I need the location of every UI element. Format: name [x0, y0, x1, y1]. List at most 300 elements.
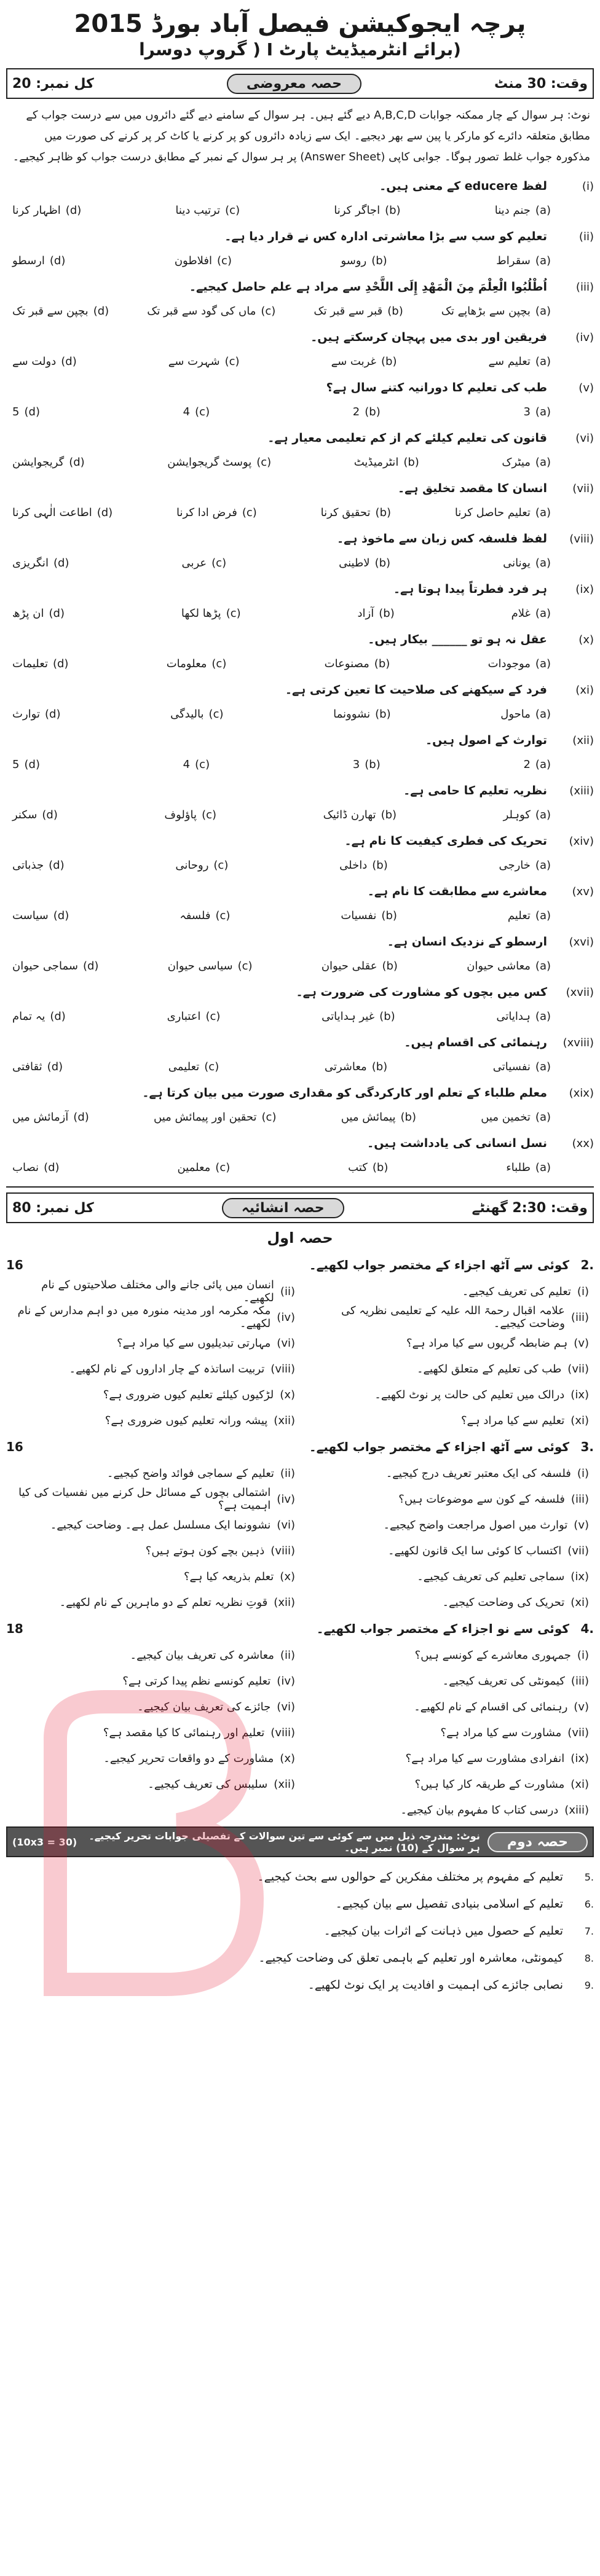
mcq-option — [325, 657, 390, 670]
option-text: شہرت سے — [168, 354, 220, 368]
mcq-question: معاشرے سے مطابقت کا نام ہے۔ — [367, 885, 547, 898]
mcq-question: فریقین اور بدی میں پہچان کرسکتے ہیں۔ — [310, 331, 547, 344]
short-question-row — [6, 1771, 594, 1797]
mcq-question-row — [6, 678, 594, 702]
long-question-text: تعلیم کے اسلامی بنیادی تفصیل سے بیان کیجیے۔ — [335, 1897, 563, 1911]
option-letter: (d) — [53, 556, 69, 570]
short-question-text: نشوونما ایک مسلسل عمل ہے۔ وضاحت کیجیے۔ — [50, 1518, 271, 1532]
mcq-option — [183, 405, 210, 418]
option-text: سیاست — [12, 909, 49, 922]
option-letter: (a) — [535, 203, 551, 217]
short-question — [6, 1486, 300, 1512]
short-question-number: (viii) — [270, 1544, 295, 1557]
mcq-options — [6, 954, 594, 980]
mcq-number: (xv) — [572, 885, 594, 898]
short-question-row — [6, 1589, 594, 1615]
objective-marks: کل نمبر: 20 — [12, 76, 94, 92]
part2-marks: (10x3 = 30) — [12, 1836, 77, 1848]
option-letter: (a) — [535, 556, 551, 570]
long-question — [6, 1971, 594, 1999]
mcq-option — [500, 708, 551, 721]
short-question — [300, 1285, 594, 1298]
mcq-question: طب کی تعلیم کا دورانیہ کتنے سال ہے؟ — [326, 381, 547, 394]
mcq-item — [6, 174, 594, 224]
mcq-option — [341, 254, 387, 267]
short-question-row — [6, 1564, 594, 1589]
short-question — [6, 1414, 300, 1427]
mcq-number: (xvii) — [566, 985, 594, 999]
option-letter: (a) — [535, 959, 551, 973]
q2-heading: کوئی سے آٹھ اجزاء کے مختصر جواب لکھیے۔ — [309, 1258, 569, 1272]
short-question-row — [6, 1538, 594, 1564]
short-question-number: (vi) — [277, 1700, 295, 1713]
subjective-header-bar — [6, 1192, 594, 1223]
option-text: معاشرتی — [324, 1060, 367, 1073]
mcq-question-row — [6, 275, 594, 299]
option-text: نصاب — [12, 1161, 39, 1174]
mcq-option — [167, 657, 227, 670]
subjective-time: وقت: 2:30 گھنٹے — [472, 1200, 588, 1216]
mcq-option — [334, 204, 400, 217]
option-text: روسو — [341, 254, 367, 267]
option-letter: (a) — [535, 455, 551, 469]
short-question-text: مکہ مکرمہ اور مدینہ منورہ میں دو اہم مدارس کے نام لکھیے۔ — [17, 1304, 271, 1330]
option-letter: (a) — [535, 1009, 551, 1023]
short-question — [300, 1388, 594, 1401]
option-letter: (a) — [535, 808, 551, 821]
mcq-item — [6, 1131, 594, 1181]
option-letter: (a) — [535, 758, 551, 771]
option-text: انگریزی — [12, 556, 49, 570]
short-question — [6, 1519, 300, 1532]
option-text: کتب — [348, 1161, 368, 1174]
mcq-question: رہنمائی کی اقسام ہیں۔ — [404, 1036, 547, 1049]
mcq-option — [506, 1161, 551, 1174]
long-question-text: نصابی جائزے کی اہمیت و افادیت پر ایک نوٹ لکھیے۔ — [307, 1978, 563, 1992]
short-question-number: (xi) — [570, 1414, 589, 1427]
short-question-number: (ix) — [570, 1388, 589, 1401]
option-letter: (b) — [387, 304, 403, 318]
option-text: نفسیاتی — [492, 1060, 531, 1073]
option-text: نفسیات — [341, 909, 377, 922]
option-text: 5 — [12, 405, 20, 418]
mcq-option — [354, 456, 419, 469]
option-text: 3 — [352, 758, 360, 771]
q3-items — [6, 1460, 594, 1615]
long-question-text: کیمونٹی، معاشرہ اور تعلیم کے باہمی تعلق کی وضاحت کیجیے۔ — [258, 1951, 563, 1965]
option-text: سماجی حیوان — [12, 959, 78, 973]
mcq-option — [511, 607, 551, 620]
option-letter: (c) — [208, 707, 224, 721]
option-text: فلسفہ — [180, 909, 211, 922]
option-text: افلاطون — [174, 254, 213, 267]
short-question-number: (viii) — [270, 1362, 295, 1376]
mcq-option — [321, 506, 391, 519]
short-question-number: (iv) — [277, 1674, 295, 1688]
mcq-item — [6, 527, 594, 577]
option-text: بچپن سے بڑھاپے تک — [441, 304, 531, 318]
mcq-option — [154, 1111, 276, 1124]
mcq-options — [6, 803, 594, 829]
short-question-text: تربیت اساتذہ کے چار اداروں کے نام لکھیے۔ — [69, 1362, 265, 1376]
mcq-item — [6, 829, 594, 879]
short-question — [6, 1649, 300, 1662]
long-question-number: 5. — [584, 1871, 594, 1883]
short-question — [6, 1544, 300, 1557]
short-question-number: (xii) — [274, 1414, 295, 1427]
option-letter: (c) — [211, 657, 227, 670]
option-letter: (d) — [42, 808, 58, 821]
option-letter: (d) — [97, 506, 113, 519]
short-question — [300, 1726, 594, 1739]
short-question — [300, 1778, 594, 1791]
mcq-option — [180, 909, 230, 922]
option-letter: (a) — [535, 858, 551, 872]
mcq-question-row — [6, 325, 594, 350]
mcq-option — [175, 859, 228, 872]
option-letter: (b) — [374, 657, 390, 670]
option-text: جذباتی — [12, 858, 44, 872]
mcq-option — [175, 204, 240, 217]
short-question — [6, 1388, 300, 1401]
mcq-option — [323, 808, 397, 821]
mcq-option — [12, 1111, 89, 1124]
mcq-option — [331, 355, 397, 368]
mcq-question-row — [6, 527, 594, 551]
option-letter: (d) — [73, 1110, 89, 1124]
short-question-text: تعلم بذریعہ کیا ہے؟ — [183, 1570, 274, 1583]
option-letter: (b) — [371, 1060, 388, 1073]
mcq-option — [175, 254, 232, 267]
option-letter: (b) — [374, 556, 391, 570]
mcq-option — [12, 305, 109, 318]
option-text: انٹرمیڈیٹ — [353, 455, 399, 469]
mcq-option — [496, 1010, 551, 1023]
short-question-row — [6, 1304, 594, 1330]
option-letter: (a) — [535, 254, 551, 267]
option-letter: (d) — [24, 405, 40, 418]
short-question — [6, 1675, 300, 1688]
option-letter: (b) — [375, 506, 392, 519]
mcq-question: لفظ فلسفہ کس زبان سے ماخوذ ہے۔ — [337, 532, 547, 546]
short-question-number: (iii) — [570, 1674, 589, 1688]
short-question-text: انفرادی مشاورت سے کیا مراد ہے؟ — [405, 1752, 565, 1765]
option-letter: (d) — [44, 707, 61, 721]
mcq-item — [6, 375, 594, 426]
option-letter: (b) — [371, 254, 387, 267]
mcq-options — [6, 601, 594, 627]
option-letter: (d) — [52, 657, 69, 670]
long-question — [6, 1863, 594, 1890]
option-text: غیر ہدایاتی — [322, 1009, 375, 1023]
q4-marks: 18 — [6, 1621, 23, 1636]
mcq-item — [6, 930, 594, 980]
short-question-row — [6, 1642, 594, 1668]
short-question — [300, 1337, 594, 1350]
option-letter: (c) — [195, 405, 210, 418]
option-letter: (b) — [381, 354, 397, 368]
mcq-option — [488, 355, 551, 368]
mcq-option — [353, 758, 381, 771]
mcq-option — [12, 657, 68, 670]
part1-title: حصہ اول — [267, 1229, 333, 1247]
mcq-options — [6, 853, 594, 879]
short-question — [6, 1337, 300, 1350]
mcq-number: (xx) — [572, 1137, 594, 1150]
option-letter: (a) — [535, 405, 551, 418]
option-text: 4 — [183, 405, 191, 418]
q2-items — [6, 1278, 594, 1433]
option-letter: (b) — [381, 909, 397, 922]
mcq-option — [322, 960, 398, 973]
q4-items — [6, 1642, 594, 1823]
mcq-question: اُطْلُبُوا الْعِلْمَ مِنَ الْمَهْدِ إِلَى اللَّحْدِ سے مراد ہے علم حاصل کیجیے۔ — [189, 280, 547, 294]
option-letter: (b) — [400, 1110, 416, 1124]
mcq-option — [481, 1111, 551, 1124]
q2-marks: 16 — [6, 1258, 23, 1272]
mcq-option — [12, 708, 60, 721]
option-letter: (d) — [65, 203, 82, 217]
option-text: پاؤلوف — [164, 808, 197, 821]
mcq-question-row — [6, 476, 594, 501]
option-letter: (d) — [53, 909, 69, 922]
mcq-option — [183, 758, 210, 771]
mcq-question: عقل نہ ہو تو ______ بیکار ہیں۔ — [368, 633, 547, 646]
option-letter: (c) — [205, 1009, 221, 1023]
short-question — [6, 1363, 300, 1376]
short-question-row — [6, 1668, 594, 1694]
mcq-question-row — [6, 879, 594, 904]
long-questions — [6, 1863, 594, 1999]
option-text: پڑھا لکھا — [181, 606, 221, 620]
option-text: تعلیم سے — [488, 354, 531, 368]
option-text: تعلیم — [507, 909, 531, 922]
option-text: تحقین اور پیمائش میں — [154, 1110, 257, 1124]
q3-heading: کوئی سے آٹھ اجزاء کے مختصر جواب لکھیے۔ — [309, 1439, 569, 1454]
short-question — [300, 1519, 594, 1532]
short-question-number: (xii) — [274, 1777, 295, 1791]
option-text: پیمائش میں — [341, 1110, 396, 1124]
mcq-options — [6, 1055, 594, 1081]
option-letter: (a) — [535, 506, 551, 519]
short-question-number: (iii) — [570, 1310, 589, 1324]
option-letter: (c) — [261, 304, 276, 318]
short-question-number: (ii) — [280, 1285, 295, 1298]
mcq-options — [6, 450, 594, 476]
mcq-option — [12, 909, 69, 922]
mcq-question: نظریہ تعلیم کا حامی ہے۔ — [403, 784, 547, 797]
option-text: ہدایاتی — [496, 1009, 531, 1023]
option-text: تعلیم حاصل کرنا — [454, 506, 531, 519]
mcq-options — [6, 400, 594, 426]
mcq-question-row — [6, 426, 594, 450]
mcq-number: (iv) — [575, 331, 594, 344]
mcq-option — [339, 557, 390, 570]
option-letter: (d) — [49, 606, 65, 620]
option-letter: (d) — [44, 1161, 60, 1174]
option-letter: (c) — [225, 203, 240, 217]
short-question-text: تعلیم کونسے نظم پیدا کرتی ہے؟ — [122, 1674, 271, 1688]
mcq-option — [12, 1161, 60, 1174]
option-letter: (a) — [535, 606, 551, 620]
subjective-marks: کل نمبر: 80 — [12, 1200, 94, 1216]
mcq-option — [496, 254, 551, 267]
mcq-option — [314, 305, 403, 318]
short-question-text: اکتساب کا کوئی سا ایک قانون لکھیے۔ — [387, 1544, 562, 1557]
mcq-option — [12, 557, 69, 570]
mcq-number: (xiv) — [569, 834, 594, 848]
mcq-options — [6, 551, 594, 577]
short-question — [300, 1596, 594, 1609]
objective-time: وقت: 30 منٹ — [494, 76, 588, 92]
option-letter: (c) — [256, 455, 272, 469]
mcq-option — [493, 1060, 551, 1073]
option-letter: (a) — [535, 909, 551, 922]
mcq-item — [6, 980, 594, 1030]
option-letter: (c) — [224, 354, 240, 368]
short-question — [300, 1752, 594, 1765]
option-text: مصنوعات — [324, 657, 369, 670]
mcq-question-row — [6, 1081, 594, 1105]
mcq-option — [12, 960, 98, 973]
mcq-option — [164, 808, 216, 821]
option-text: جنم دینا — [494, 203, 531, 217]
short-question-number: (x) — [280, 1570, 295, 1583]
option-letter: (d) — [69, 455, 85, 469]
mcq-question-row — [6, 174, 594, 198]
option-letter: (c) — [217, 254, 232, 267]
short-question-number: (vii) — [567, 1544, 589, 1557]
mcq-question-row — [6, 829, 594, 853]
option-letter: (a) — [535, 1161, 551, 1174]
mcq-question-row — [6, 728, 594, 753]
mcq-option — [502, 456, 551, 469]
short-question-number: (vii) — [567, 1362, 589, 1376]
mcq-question: لفظ educere کے معنی ہیں۔ — [379, 179, 547, 193]
short-question-text: مشاورت سے کیا مراد ہے؟ — [440, 1726, 562, 1739]
option-text: موجودات — [488, 657, 531, 670]
mcq-question-row — [6, 577, 594, 601]
short-question-text: انسان میں پائی جانے والی مختلف صلاحیتوں کے نام لکھیے۔ — [41, 1278, 274, 1304]
mcq-option — [503, 808, 551, 821]
short-question-text: مشاورت کے طریقہ کار کیا ہیں؟ — [414, 1777, 565, 1791]
option-text: توارث — [12, 707, 40, 721]
mcq-item — [6, 879, 594, 930]
mcq-options — [6, 904, 594, 930]
mcq-number: (vi) — [575, 431, 594, 445]
mcq-number: (iii) — [575, 280, 594, 294]
mcq-number: (xii) — [572, 734, 594, 747]
short-question — [300, 1675, 594, 1688]
short-question-text: قوتِ نظریہ تعلم کے دو ماہرین کے نام لکھیے۔ — [59, 1595, 268, 1609]
short-question-number: (vi) — [277, 1336, 295, 1350]
short-question-row — [6, 1486, 594, 1512]
short-question-text: تعلیم سے کیا مراد ہے؟ — [460, 1414, 565, 1427]
short-question — [300, 1649, 594, 1662]
short-question-text: مہارتی تبدیلیوں سے کیا مراد ہے؟ — [117, 1336, 271, 1350]
mcq-option — [168, 1060, 219, 1073]
short-question — [6, 1596, 300, 1609]
option-letter: (d) — [61, 354, 77, 368]
option-text: معلومات — [166, 657, 207, 670]
short-question — [300, 1467, 594, 1480]
part2-instruction: نوٹ: مندرجہ ذیل میں سے کوئی سے تین سوالات کے تفصیلی جوابات تحریر کیجیے۔ ہر سوال کے (10) نمبر ہیں۔ — [89, 1830, 480, 1854]
option-text: قبر سے قبر تک — [314, 304, 383, 318]
option-letter: (b) — [403, 455, 419, 469]
short-question-number: (ii) — [280, 1466, 295, 1480]
mcq-option — [12, 808, 58, 821]
short-question — [300, 1701, 594, 1713]
option-text: تعلیمات — [12, 657, 48, 670]
option-text: 4 — [183, 758, 191, 771]
mcq-number: (xviii) — [562, 1036, 594, 1049]
question-2 — [6, 1251, 594, 1433]
option-text: کوہلر — [503, 808, 531, 821]
option-text: تحقیق کرنا — [320, 506, 371, 519]
short-question-row — [6, 1278, 594, 1304]
option-text: غلام — [511, 606, 531, 620]
option-text: غربت سے — [331, 354, 376, 368]
short-question-number: (iii) — [570, 1492, 589, 1506]
option-letter: (a) — [535, 707, 551, 721]
option-letter: (c) — [215, 1161, 231, 1174]
short-question — [6, 1701, 300, 1713]
mcq-question-row — [6, 627, 594, 652]
option-text: اعتباری — [167, 1009, 201, 1023]
short-question-text: تعلیم کے سماجی فوائد واضح کیجیے۔ — [106, 1466, 274, 1480]
mcq-options — [6, 249, 594, 275]
option-letter: (a) — [535, 1060, 551, 1073]
option-text: بچپن سے قبر تک — [12, 304, 89, 318]
mcq-question-row — [6, 930, 594, 954]
option-text: تھارن ڈائیک — [323, 808, 376, 821]
option-text: 2 — [352, 405, 360, 418]
short-question-text: درسی کتاب کا مفہوم بیان کیجیے۔ — [400, 1803, 559, 1817]
short-question-text: طب کی تعلیم کے متعلق لکھیے۔ — [416, 1362, 562, 1376]
mcq-option — [12, 1060, 63, 1073]
part2-title: حصہ دوم — [488, 1832, 588, 1852]
short-question — [300, 1804, 594, 1817]
mcq-item — [6, 1081, 594, 1131]
option-text: دولت سے — [12, 354, 57, 368]
option-letter: (c) — [195, 758, 210, 771]
mcq-question-row — [6, 224, 594, 249]
option-letter: (d) — [24, 758, 40, 771]
long-question-text: تعلیم کے مفہوم پر مختلف مفکرین کے حوالوں سے بحث کیجیے۔ — [257, 1870, 563, 1884]
option-text: ماحول — [500, 707, 531, 721]
short-question-number: (ix) — [570, 1570, 589, 1583]
q2-number: 2. — [580, 1258, 594, 1272]
short-question — [300, 1544, 594, 1557]
q3-number: 3. — [580, 1439, 594, 1454]
short-question — [300, 1304, 594, 1330]
long-question — [6, 1890, 594, 1917]
mcq-options — [6, 1156, 594, 1181]
mcq-question: ارسطو کے نزدیک انسان ہے۔ — [387, 935, 547, 949]
objective-section-label: حصہ معروضی — [227, 74, 361, 94]
option-letter: (d) — [49, 858, 65, 872]
mcq-question: تحریک کی فطری کیفیت کا نام ہے۔ — [344, 834, 547, 848]
option-letter: (b) — [382, 959, 398, 973]
mcq-number: (vii) — [572, 482, 594, 495]
option-text: معاشی حیوان — [467, 959, 531, 973]
short-question-text: پیشہ ورانہ تعلیم کیوں ضروری ہے؟ — [105, 1414, 268, 1427]
short-question-number: (v) — [574, 1336, 589, 1350]
mcq-question: نسل انسانی کی یادداشت ہیں۔ — [367, 1137, 547, 1150]
option-text: یہ تمام — [12, 1009, 45, 1023]
question-3 — [6, 1433, 594, 1615]
part2-header-bar — [6, 1826, 594, 1857]
